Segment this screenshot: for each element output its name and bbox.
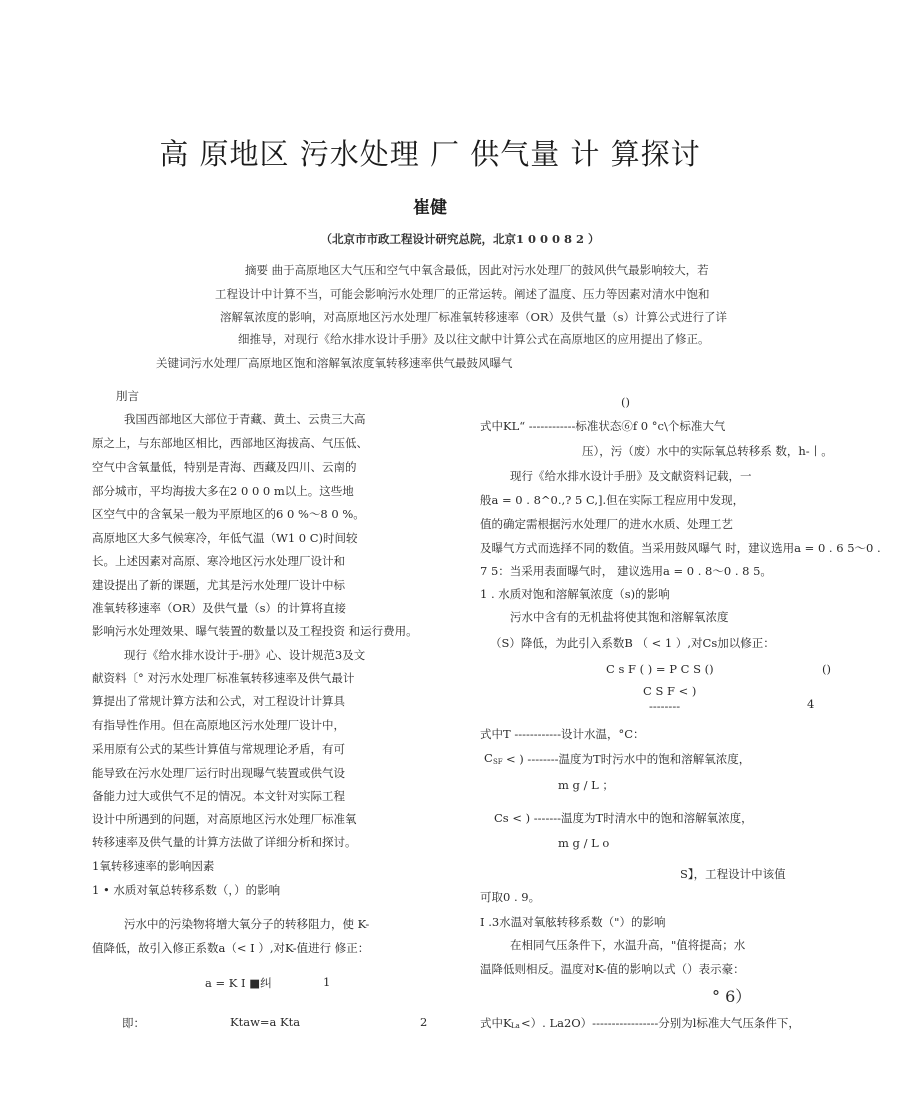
body-line: 现行《给水排水设计手册》及文献资料记载，一 [510,469,752,483]
body-line: 现行《给水排水设计于-册》心、设计规范3及文 [124,648,366,662]
abstract-line: 溶解氧浓度的影响，对高原地区污水处理厂标准氧转移速率（OR）及供气量（s）计算公式进行了详 [220,310,727,324]
equation: a = K I ■纠 [205,976,272,990]
subsection-heading: 1 . 水质对饱和溶解氧浓度（s)的影响 [480,587,670,601]
equation: C s F ( ) = P C S () [606,662,714,676]
abstract-line: 工程设计中计算不当，可能会影响污水处理厂的正常运转。阐述了温度、压力等因素对清水中饱和 [215,287,710,301]
abstract-line: 摘要 曲于高原地区大气压和空气中氧含最低，因此对污水处理厂的鼓风供气最影响较大，若 [245,263,709,277]
body-line: 温降低则相反。温度对K-值的影响以式（）表示豪： [480,962,745,976]
body-line: 部分城市，平均海拔大多在2 0 0 0 m以上。这些地 [92,484,354,498]
body-line: 可取0 . 9。 [480,890,541,904]
fraction-bar: -------- [649,699,681,713]
body-line: 及曝气方式而选择不同的数值。当采用鼓风曝气 时，建议选用a = 0 . 6 5〜0 . [480,541,881,555]
body-line: 式中T ------------设计水温，°C： [480,727,645,741]
equation-number: ° 6） [712,987,752,1006]
body-line: 影响污水处理效果、曝气装置的数量以及工程投资 和运行费用。 [92,624,418,638]
body-line: 算提出了常规计算方法和公式，对工程设计计算具 [92,694,345,708]
body-line: 压），污（废）水中的实际氧总转移系 数，h-丨。 [582,444,833,458]
body-line: Cs < ) -------温度为T时清水中的饱和溶解氧浓度， [494,811,753,825]
paper-title: 高 原地区 污水处理 厂 供气量 计 算探讨 [159,137,701,171]
body-line: 在相同气压条件下，水温升高，"值将提高；水 [510,938,746,952]
body-line: 7 5：当采用表面曝气时， 建议选用a = 0 . 8〜0 . 8 5。 [480,564,772,578]
body-line: < ) --------温度为T时污水中的饱和溶解氧浓度， [506,752,751,766]
body-line: m g / L o [558,836,610,850]
body-line: 备能力过大或供气不足的情况。本文针对实际工程 [92,789,345,803]
body-line: 即： [122,1016,145,1030]
body-line: 高原地区大多气候寒冷，年低气温（W1 0 C)时间较 [92,531,358,545]
body-line: 污水中的污染物将增大氧分子的转移阻力，使 K- [124,917,370,931]
body-line: 有指导性作用。但在高原地区污水处理厂设计中， [92,718,345,732]
body-line: 转移速率及供气量的计算方法做了详细分析和探讨。 [92,835,357,849]
body-line: 建设提出了新的课题，尤其是污水处理厂设计中标 [92,578,345,592]
body-line: <）. La2O）-----------------分别为l标准大气压条件下， [521,1016,800,1030]
equation-number: 2 [420,1015,428,1029]
body-line: 原之上，与东部地区相比，西部地区海拔高、气压低、 [92,436,368,450]
body-line: 式中KL“ ------------标准状态⑥f 0 °c\个标准大气 [480,419,726,433]
abstract-line: 细推导，对现行《给水排水设计手册》及以往文献中计算公式在高原地区的应用提出了修正。 [238,332,710,346]
subsection-heading: 1 • 水质对氧总转移系数（，）的影响 [92,883,281,897]
body-line: 采用原有公式的某些计算值与常规理论矛盾，有可 [92,742,345,756]
equation-number: 1 [323,975,331,989]
body-line: S】，工程设计中该值 [680,867,786,881]
author-name: 崔健 [413,198,447,218]
body-line: 我国西部地区大部位于青藏、黄土、云贵三大高 [124,412,366,426]
body-line: 空气中含氧量低，特别是青海、西藏及四川、云南的 [92,460,357,474]
body-line: 设计中所遇到的问题，对高原地区污水处理厂标准氧 [92,812,357,826]
equation: Ktaw=a Kta [230,1015,301,1029]
body-line: 值降低，故引入修正系数a（< I ）,对K-值进行 修正： [92,941,370,955]
section-heading-preface: 刖言 [116,389,139,403]
subsection-heading: I .3水温对氧舷转移系数（"）的影响 [480,915,666,929]
body-line: 值的确定需根据污水处理厂的进水水质、处理工艺 [480,517,733,531]
symbol: C [484,751,493,765]
equation-number: () [822,662,831,676]
body-line: 式中K [480,1016,512,1030]
body-line: 献资料〔° 对污水处理厂标准氧转移速率及供气最计 [92,671,355,685]
body-line: 准氧转移速率（OR）及供气量（s）的计算将直接 [92,601,346,615]
section-heading: 1氧转移速率的影响因素 [92,859,215,873]
equation: C S F < ) [643,684,697,698]
subscript: SF [493,758,503,766]
equation-number: 4 [807,697,815,711]
author-affiliation: （北京市市政工程设计研究总院，北京1 0 0 0 8 2 ） [320,232,600,246]
subscript: La [511,1022,520,1030]
keywords: 关键词污水处理厂高原地区饱和溶解氧浓度氧转移速率供气最鼓风曝气 [156,356,513,370]
body-line: 长。上述因素对高原、寒冷地区污水处理厂设计和 [92,554,345,568]
body-line: 污水中含有的无机盐将使其饱和溶解氧浓度 [510,610,729,624]
body-line: m g / L ； [558,778,614,792]
body-line: 般a = 0 . 8^0.,? 5 C,].但在实际工程应用中发现， [480,493,745,507]
body-line: 区空气中的含氧呆一般为平原地区的6 0 %〜8 0 %。 [92,507,365,521]
equation-number: () [621,395,630,409]
body-line: （S）降低，为此引入系数B （ < 1 ）,对Cs加以修正： [490,636,775,650]
body-line: 能导致在污水处理厂运行时出现曝气装置或供气设 [92,766,345,780]
